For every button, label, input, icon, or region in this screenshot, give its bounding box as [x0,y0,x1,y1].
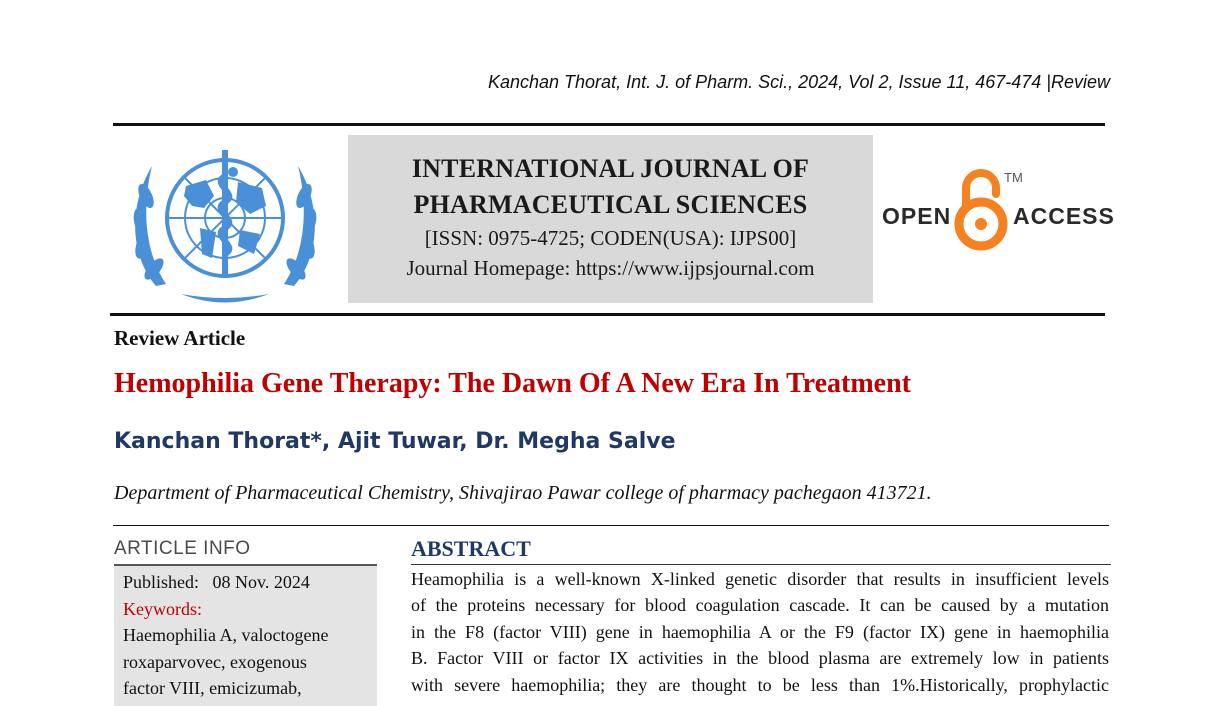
keywords-label: Keywords: [123,598,202,619]
journal-issn: [ISSN: 0975-4725; CODEN(USA): IJPS00] [424,226,797,250]
header-top-rule [113,123,1105,126]
article-info-box [114,566,377,706]
open-lock-icon [952,166,1010,252]
article-title: Hemophilia Gene Therapy: The Dawn Of A New Era In Treatment [114,368,911,399]
journal-name-line2: PHARMACEUTICAL SCIENCES [413,190,808,219]
running-header-citation: Kanchan Thorat, Int. J. of Pharm. Sci., 2024, Vol 2, Issue 11, 467-474 |Review [487,72,1110,92]
abstract-line: Heamophilia is a well-known X-linked genetic disorder that results in insufficient levels [411,569,1109,589]
header-bottom-rule [110,313,1105,316]
journal-emblem-logo [126,136,324,306]
abstract-rule [411,564,1111,565]
published-date: 08 Nov. 2024 [212,572,310,592]
section-divider [113,525,1109,526]
published-row [123,569,368,596]
article-authors: Kanchan Thorat*, Ajit Tuwar, Dr. Megha Salve [114,429,676,454]
keywords-line: factor VIII, emicizumab, [123,678,302,698]
keywords-line: Haemophilia A, valoctogene [123,625,329,645]
abstract-body [411,566,1109,698]
abstract-heading: ABSTRACT [411,536,531,561]
open-access-open-text: OPEN [882,203,952,229]
journal-title-box [348,135,873,303]
abstract-line: of the proteins necessary for blood coagulation cascade. It can be caused by a mutation [411,595,1109,616]
article-type-label: Review Article [114,326,246,350]
abstract-line: in the F8 (factor VIII) gene in haemophilia A or the F9 (factor IX) gene in haemophilia [411,621,1109,642]
abstract-line: with severe haemophilia; they are thought to be less than 1%.Historically, prophylactic [411,674,1109,695]
journal-homepage[interactable]: Journal Homepage: https://www.ijpsjournal.com [406,256,815,280]
article-info-heading: ARTICLE INFO [114,538,251,559]
open-access-access-text: ACCESS [1013,203,1115,229]
journal-name-line1: INTERNATIONAL JOURNAL OF [411,154,810,183]
abstract-line: B. Factor VIII or factor IX activities in the blood plasma are extremely low in patients [411,648,1109,669]
trademark-symbol: TM [1004,170,1023,185]
published-label: Published: [123,572,200,592]
keywords-line: roxaparvovec, exogenous [123,651,307,672]
open-access-logo [880,166,1115,252]
author-affiliation: Department of Pharmaceutical Chemistry, Shivajirao Pawar college of pharmacy pachegaon 413721. [114,482,932,504]
